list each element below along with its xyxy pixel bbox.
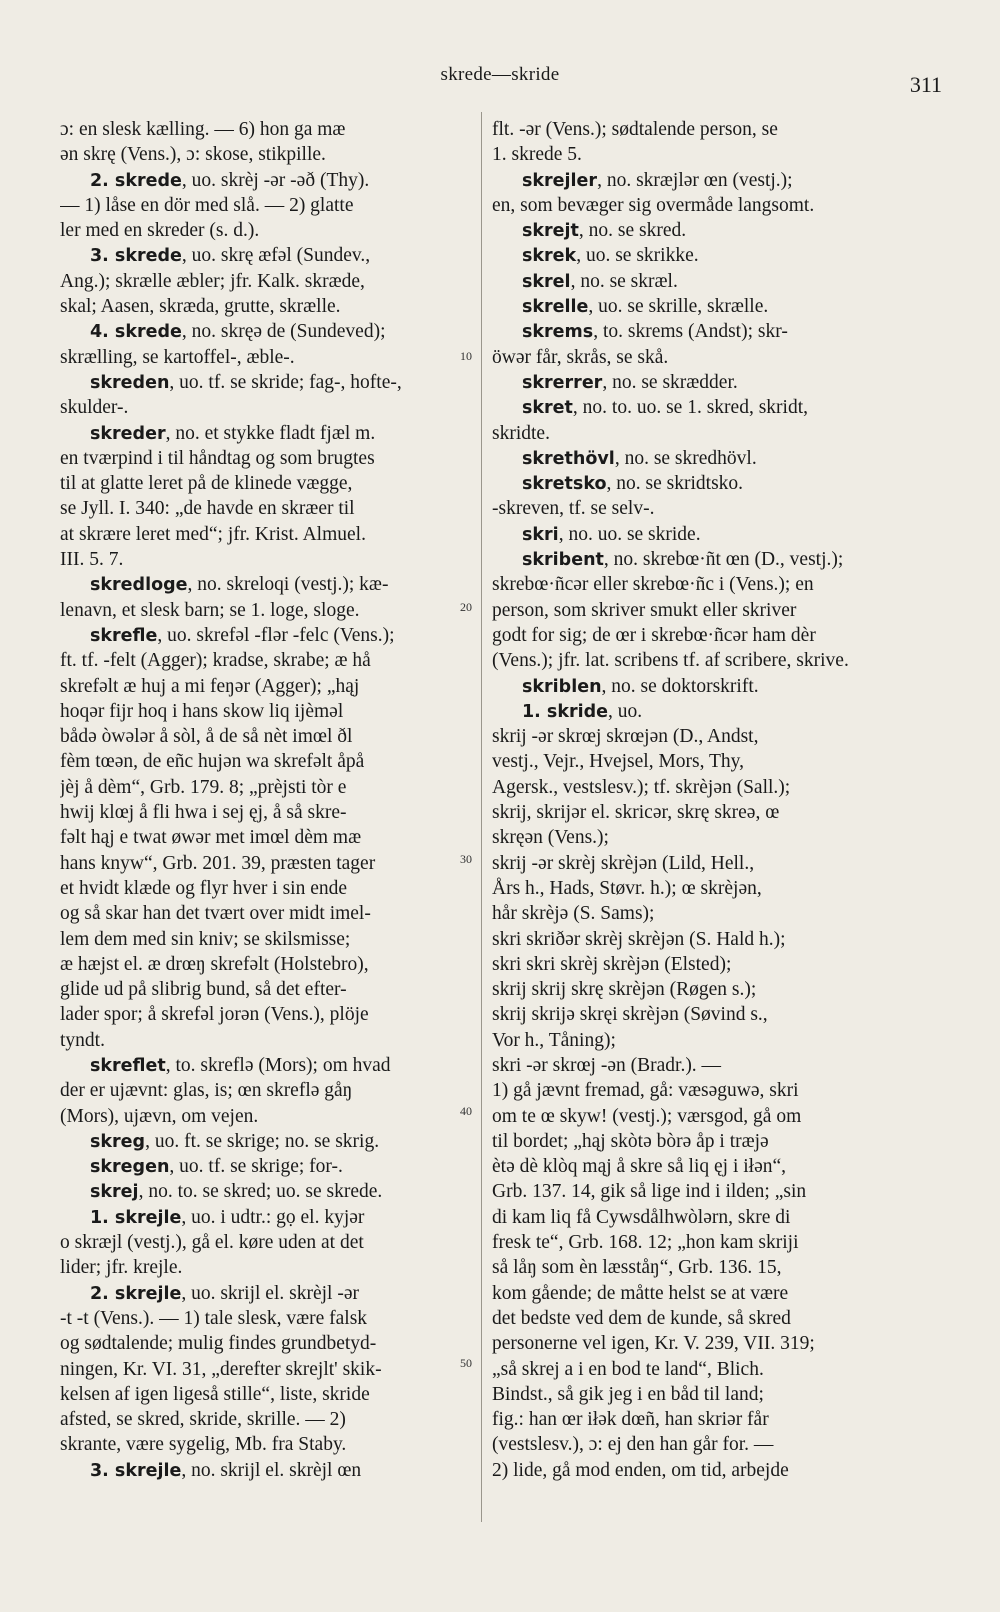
text-line: 1. skrede 5. [492, 144, 582, 166]
headword: skrelle [522, 297, 589, 318]
text-line: skrejt, no. se skred. [522, 220, 687, 242]
text-line: o skræjl (vestj.), gå el. køre uden at det [60, 1232, 364, 1254]
text-line: ən skrę (Vens.), ɔ: skose, stikpille. [60, 144, 326, 166]
text-line: skrerrer, no. se skrædder. [522, 371, 738, 393]
headword: 1. skride [522, 701, 608, 722]
text-line: 3. skrede, uo. skrę æfəl (Sundev., [90, 245, 371, 267]
text-line: hoqər fijr hoq i hans skow liq ijèməl [60, 700, 344, 722]
headword: skriblen [522, 676, 602, 697]
text-line: person, som skriver smukt eller skriver [492, 599, 797, 621]
text-line: fresk te“, Grb. 168. 12; „hon kam skriji [492, 1232, 799, 1254]
text-line: skrej, no. to. se skred; uo. se skrede. [90, 1181, 383, 1203]
text-line: ɔ: en slesk kælling. — 6) hon ga mæ [60, 119, 346, 140]
text-line: jèj å dèm“, Grb. 179. 8; „prèjsti tòr e [60, 776, 347, 798]
text-line: skreder, no. et stykke fladt fjæl m. [90, 422, 376, 444]
text-line: skreg, uo. ft. se skrige; no. se skrig. [90, 1130, 380, 1152]
text-line: bådə òwələr å sòl, å de så nèt imœl ðl [60, 726, 353, 748]
text-line: skri -ər skrœj -ən (Bradr.). — [492, 1054, 722, 1076]
text-line: æ hæjst el. æ drœŋ skrefəlt (Holstebro), [60, 953, 369, 975]
text-line: 2. skrejle, uo. skrijl el. skrèjl -ər [90, 1282, 359, 1304]
text-line: ft. tf. -felt (Agger); kradse, skrabe; æ hå [60, 650, 371, 672]
text-line: se Jyll. I. 340: „de havde en skræer til [60, 498, 355, 520]
column-divider [481, 112, 482, 1522]
page-number: 311 [909, 72, 942, 97]
text-line: skrij -ər skrèj skrèjən (Lild, Hell., [492, 852, 755, 874]
text-line: til bordet; „hąj skòtə bòrə åp i træjə [492, 1130, 769, 1152]
text-line: lider; jfr. krejle. [60, 1257, 183, 1279]
text-line: det bedste ved dem de kunde, så skred [492, 1307, 791, 1329]
text-line: (vestslesv.), ɔ: ej den han går for. — [492, 1434, 774, 1456]
text-line: „så skrej a i en bod te land“, Blich. [492, 1358, 764, 1380]
text-line: skrij -ər skrœj skrœjən (D., Andst, [492, 726, 759, 748]
text-line: skrejler, no. skræjlər œn (vestj.); [522, 169, 793, 191]
text-line: lader spor; å skrefəl jorən (Vens.), plöje [60, 1004, 369, 1026]
text-line: der er ujævnt: glas, is; œn skreflə gåŋ [60, 1080, 353, 1102]
text-line: — 1) låse en dör med slå. — 2) glatte [60, 194, 354, 216]
text-line: og sødtalende; mulig findes grundbetyd- [60, 1333, 377, 1355]
text-line: III. 5. 7. [60, 549, 124, 571]
text-line: skrefle, uo. skrefəl -flər -felc (Vens.); [90, 624, 395, 646]
text-line: skregen, uo. tf. se skrige; for-. [90, 1156, 343, 1178]
text-line: öwər får, skrås, se skå. [492, 346, 669, 368]
text-line: hwij klœj å fli hwa i sej ęj, å så skre- [60, 802, 347, 824]
headword: skreg [90, 1131, 146, 1152]
headword: skretsko [522, 474, 607, 495]
text-line: skri, no. uo. se skride. [522, 523, 701, 545]
text-line: Agersk., vestslesv.); tf. skrèjən (Sall.); [492, 776, 791, 798]
headword: skribent [522, 550, 604, 571]
headword: skrej [90, 1182, 139, 1203]
text-line: en, som bevæger sig overmåde langsomt. [492, 194, 815, 216]
text-line: Grb. 137. 14, gik så lige ind i ilden; „sin [492, 1181, 807, 1203]
text-line: 1) gå jævnt fremad, gå: væsəguwə, skri [492, 1080, 799, 1102]
text-line: Års h., Hads, Støvr. h.); œ skrèjən, [492, 877, 762, 899]
text-line: personerne vel igen, Kr. V. 239, VII. 319; [492, 1333, 815, 1355]
text-line: til at glatte leret på de klinede vægge, [60, 473, 353, 495]
text-line: Bindst., så gik jeg i en båd til land; [492, 1383, 764, 1405]
text-line: skredloge, no. skreloqi (vestj.); kæ- [90, 574, 389, 596]
line-number: 10 [460, 349, 472, 363]
headword: 3. skrede [90, 246, 182, 267]
text-line: di kam liq få Cywsdålhwòlərn, skre di [492, 1206, 791, 1228]
text-line: skrebœ·ñcər eller skrebœ·ñc i (Vens.); en [492, 574, 814, 596]
headword: skreder [90, 423, 166, 444]
text-line: skrij skrijə skręi skrèjən (Søvind s., [492, 1004, 768, 1026]
text-line: 3. skrejle, no. skrijl el. skrèjl œn [90, 1459, 362, 1481]
text-line: skret, no. to. uo. se 1. skred, skridt, [522, 397, 808, 419]
running-head: skrede—skride [440, 64, 560, 85]
text-line: Vor h., Tåning); [492, 1029, 616, 1051]
text-line: skridte. [492, 422, 550, 444]
text-line: fèm tœən, de eñc hujən wa skrefəlt åpå [60, 751, 365, 773]
headword: skrejler [522, 170, 598, 191]
text-line: skrek, uo. se skrikke. [522, 245, 699, 267]
headword: 2. skrejle [90, 1283, 182, 1304]
text-line: skrante, være sygelig, Mb. fra Staby. [60, 1434, 347, 1456]
text-line: lenavn, et slesk barn; se 1. loge, sloge. [60, 599, 360, 621]
text-line: skal; Aasen, skræda, grutte, skrælle. [60, 296, 341, 318]
text-line: glide ud på slibrig bund, så det efter- [60, 979, 347, 1001]
headword: skrejt [522, 221, 579, 242]
text-line: (Mors), ujævn, om vejen. [60, 1105, 259, 1127]
text-line: 2. skrede, uo. skrèj -ər -əð (Thy). [90, 169, 370, 191]
text-line: 1. skride, uo. [522, 700, 643, 722]
text-line: ètə dè klòq mąj å skre så liq ęj i iłən“, [492, 1156, 787, 1178]
text-line: skreflet, to. skreflə (Mors); om hvad [90, 1054, 391, 1076]
text-line: at skrære leret med“; jfr. Krist. Almuel. [60, 523, 366, 545]
text-line: ningen, Kr. VI. 31, „derefter skrejlt' skik- [60, 1358, 382, 1380]
headword: skrerrer [522, 372, 603, 393]
text-line: skri skri skrèj skrèjən (Elsted); [492, 953, 732, 975]
line-number: 50 [460, 1356, 472, 1370]
text-line: godt for sig; de œr i skrebœ·ñcər ham dèr [492, 624, 816, 646]
text-line: skriblen, no. se doktorskrift. [522, 675, 759, 697]
text-line: skrij, skrijər el. skricər, skrę skreə, œ [492, 802, 780, 824]
text-line: skrel, no. se skræl. [522, 270, 678, 292]
right-column [492, 117, 940, 1483]
text-line: skrethövl, no. se skredhövl. [522, 447, 757, 469]
text-line: (Vens.); jfr. lat. scribens tf. af scribere, skrive. [492, 650, 849, 672]
text-line: hår skrèjə (S. Sams); [492, 903, 655, 925]
text-line: ler med en skreder (s. d.). [60, 220, 260, 242]
headword: skrel [522, 271, 571, 292]
headword: skredloge [90, 575, 188, 596]
headword: skrethövl [522, 448, 615, 469]
headword: skregen [90, 1157, 170, 1178]
headword: 1. skrejle [90, 1207, 182, 1228]
headword: skrems [522, 322, 594, 343]
text-line: tyndt. [60, 1029, 105, 1051]
text-line: skręən (Vens.); [492, 827, 609, 849]
text-line: en tværpind i til håndtag og som brugtes [60, 447, 375, 469]
line-number: 30 [460, 852, 472, 866]
text-line: om te œ skyw! (vestj.); værsgod, gå om [492, 1105, 802, 1127]
text-line: hans knyw“, Grb. 201. 39, præsten tager [60, 852, 376, 874]
headword: 3. skrejle [90, 1460, 182, 1481]
text-line: skribent, no. skrebœ·ñt œn (D., vestj.); [522, 549, 844, 571]
text-line: skrefəlt æ huj a mi feŋər (Agger); „hąj [60, 675, 360, 697]
headword: skrek [522, 246, 577, 267]
text-line: kom gående; de måtte helst se at være [492, 1282, 789, 1304]
text-line: kelsen af igen ligeså stille“, liste, skride [60, 1383, 370, 1405]
headword: skret [522, 398, 573, 419]
text-line: flt. -ər (Vens.); sødtalende person, se [492, 119, 778, 140]
text-line: 2) lide, gå mod enden, om tid, arbejde [492, 1459, 789, 1481]
text-line: skulder-. [60, 397, 129, 419]
text-line: så låŋ som èn læsståŋ“, Grb. 136. 15, [492, 1257, 782, 1279]
left-column [60, 117, 470, 1483]
headword: skreflet [90, 1055, 166, 1076]
text-line: afsted, se skred, skride, skrille. — 2) [60, 1409, 346, 1431]
text-line: skreden, uo. tf. se skride; fag-, hofte-, [90, 371, 402, 393]
text-line: et hvidt klæde og flyr hver i sin ende [60, 877, 348, 899]
text-line: fəlt hąj e twat øwər met imœl dèm mæ [60, 827, 362, 849]
text-line: skrelle, uo. se skrille, skrælle. [522, 296, 769, 318]
text-line: -t -t (Vens.). — 1) tale slesk, være falsk [60, 1307, 368, 1329]
headword: 4. skrede [90, 322, 182, 343]
text-line: fig.: han œr iłək dœñ, han skriər får [492, 1409, 769, 1431]
text-line: skri skriðər skrèj skrèjən (S. Hald h.); [492, 928, 786, 950]
text-line: skrælling, se kartoffel-, æble-. [60, 346, 295, 368]
line-number: 40 [460, 1104, 472, 1118]
text-line: skrij skrij skrę skrèjən (Røgen s.); [492, 979, 757, 1001]
text-line: og så skar han det tvært over midt imel- [60, 903, 371, 925]
line-number: 20 [460, 600, 472, 614]
text-line: lem dem med sin kniv; se skilsmisse; [60, 928, 351, 950]
headword: skreden [90, 372, 170, 393]
text-line: 4. skrede, no. skręə de (Sundeved); [90, 321, 386, 343]
headword: 2. skrede [90, 170, 182, 191]
headword: skrefle [90, 625, 158, 646]
headword: skri [522, 524, 559, 545]
text-line: skretsko, no. se skridtsko. [522, 473, 744, 495]
text-line: -skreven, tf. se selv-. [492, 498, 655, 520]
text-line: Ang.); skrælle æbler; jfr. Kalk. skræde, [60, 270, 365, 292]
text-line: vestj., Vejr., Hvejsel, Mors, Thy, [492, 751, 745, 773]
text-line: 1. skrejle, uo. i udtr.: gọ el. kyjər [90, 1206, 365, 1228]
text-line: skrems, to. skrems (Andst); skr- [522, 321, 788, 343]
